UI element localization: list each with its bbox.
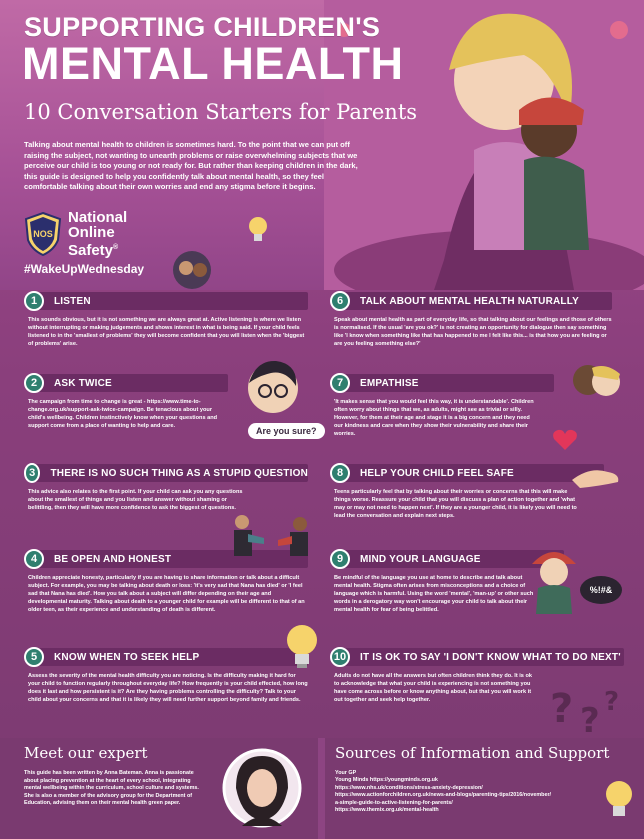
tip-body: This advice also relates to the first point. If your child can ask you any questions about the smallest of things and you listen and answer without shaming or belittling, then they will have more confidence to ask the biggest of questions. xyxy=(28,489,243,511)
tip-number: 5 xyxy=(24,647,44,667)
source-item[interactable]: https://www.themix.org.uk/mental-health xyxy=(335,807,439,814)
tip-header xyxy=(28,464,308,482)
tip-number: 2 xyxy=(24,373,44,393)
tip-number: 6 xyxy=(330,291,350,311)
tip-body: Teens particularly feel that by talking about their worries or concerns that this will make things worse. Reassure your child that you will discuss a plan of action together and 'what may or may not need to happen next'. If they are a younger child, it is likely you will need to lead the conversation and explain next steps. xyxy=(334,489,577,519)
shield-icon xyxy=(24,212,62,256)
intro-text: Talking about mental health to children is sometimes hard. To the point that we can put off raising the subject, not wanting to unearth problems or raise overwhelming subjects that we perceive our child is too young or not ready for. But rather than keeping children in the dark, this guide is designed to help you confidently talk about mental health, so they feel comfortable talking about their own worries and end any stigma before it begins. xyxy=(24,140,358,192)
tip-body: Children appreciate honesty, particularly if you are having to share information or talk about a difficult subject. For example, you may be talking about death or loss: 'it's very sad that Nana has died' or 'I feel sad that Nana has died'. How you talk about a subject will differ depending on their age and developmental maturity. Talking about death to a younger child for example will be different to that of an older teen, as their experience and understanding of death is different. xyxy=(28,575,305,613)
tip-title: MIND YOUR LANGUAGE xyxy=(360,553,481,565)
tip-number: 10 xyxy=(330,647,350,667)
tip-header xyxy=(334,292,612,310)
child-with-glasses-illustration xyxy=(246,358,300,420)
tip-number: 1 xyxy=(24,291,44,311)
title-line-2: MENTAL HEALTH xyxy=(22,38,404,89)
tip-body: Be mindful of the language you use at home to describe and talk about mental health. Stigma often arises from misconceptions and a choice of language which is harmful. Using the word 'mental', 'man-up' or other such words in a derogatory way won't encourage your child to talk about their mental health for fear of being belittled. xyxy=(334,575,534,613)
svg-text:?: ? xyxy=(550,686,574,732)
tip-header xyxy=(28,648,308,666)
lightbulb-icon xyxy=(245,215,271,245)
tip-title: TALK ABOUT MENTAL HEALTH NATURALLY xyxy=(360,295,580,307)
title-line-1: SUPPORTING CHILDREN'S xyxy=(24,12,381,42)
child-in-hat-illustration xyxy=(526,540,582,614)
heart-icon xyxy=(552,428,578,452)
tip-body: Assess the severity of the mental health difficulty you are noticing. Is the difficulty making it hard for your child to function regularly throughout everyday life? How frequently is your child effected, how long does it last and how persistent is it? Are they having problems controlling the difficulty? Talk to your child about your concerns and that it is likely they will need further support beyond family and friends. xyxy=(28,673,308,703)
tip-title: LISTEN xyxy=(54,295,91,307)
tip-title: EMPATHISE xyxy=(360,377,419,389)
tip-body: Speak about mental health as part of everyday life, so that talking about our feelings and those of others is normalised. If the usual 'are you ok?' is not creating an opportunity for dialogue then say something like 'I know when something like that has happened to me I felt like this... is that how you are feeling or are you feeling something else?' xyxy=(334,317,612,347)
speech-bubble: Are you sure? xyxy=(248,423,325,439)
tip-title: KNOW WHEN TO SEEK HELP xyxy=(54,651,200,663)
tip-header xyxy=(334,464,604,482)
brand-name-line-1: National xyxy=(68,209,128,226)
brand-name-line-2: Online xyxy=(68,224,115,241)
tip-number: 4 xyxy=(24,549,44,569)
tip-header xyxy=(334,374,554,392)
subtitle: 10 Conversation Starters for Parents xyxy=(24,100,418,124)
source-item[interactable]: https://www.nhs.uk/conditions/stress-anxiety-depression/ xyxy=(335,784,483,791)
tip-body: Adults do not have all the answers but often children think they do. It is ok to acknowledge that what your child is experiencing is not something you have come across before or know anything about, but that you will work it out together and seek help together. xyxy=(334,673,532,703)
source-item[interactable]: Young Minds https://youngminds.org.uk xyxy=(335,777,438,784)
tip-card xyxy=(334,464,604,520)
tip-card xyxy=(334,374,554,438)
tip-header xyxy=(334,648,624,666)
brand-name-line-3: Safety® xyxy=(68,242,119,259)
tip-number: 3 xyxy=(24,463,40,483)
footer-divider xyxy=(318,738,325,839)
tip-body: The campaign from time to change is great - https://www.time-to-change.org.uk/support-ask-twice-campaign. Be tenacious about your child's wellbeing. Children instinctively know when your questions and support come from a place of wanting to help and care. xyxy=(28,399,218,429)
tip-body: This sounds obvious, but it is not something we are always great at. Active listening is where we listen without interrupting or making judgements and shows interest in what is being said. If your child feels listened to in the 'smallest of problems' they will become confident that you will listen when the 'biggest of problems' arise. xyxy=(28,317,305,347)
talking-children-illustration xyxy=(170,250,215,290)
tip-number: 9 xyxy=(330,549,350,569)
tip-title: HELP YOUR CHILD FEEL SAFE xyxy=(360,467,514,479)
tip-title: BE OPEN AND HONEST xyxy=(54,553,172,565)
tip-card xyxy=(28,464,308,512)
hashtag: #WakeUpWednesday xyxy=(24,262,145,276)
tip-title: THERE IS NO SUCH THING AS A STUPID QUESTION xyxy=(50,467,308,479)
source-item: Your GP xyxy=(335,770,357,776)
tip-title: IT IS OK TO SAY 'I DON'T KNOW WHAT TO DO NEXT' xyxy=(360,651,621,663)
tip-card xyxy=(28,648,308,704)
tip-number: 7 xyxy=(330,373,350,393)
expert-title: Meet our expert xyxy=(24,744,148,762)
expert-text: This guide has been written by Anna Bateman. Anna is passionate about placing prevention at the heart of every school, integrating mental wellbeing within the curriculum, school culture and systems. She is also a member of the advisory group for the Department of Education, advising them on their mental health green paper. xyxy=(24,770,199,807)
sources-list xyxy=(335,770,634,814)
tip-card xyxy=(334,292,612,348)
sources-title: Sources of Information and Support xyxy=(335,744,610,762)
conversation-chairs-illustration xyxy=(228,508,316,562)
expert-section xyxy=(0,738,318,839)
question-mark-icon xyxy=(540,680,630,738)
svg-text:?: ? xyxy=(604,687,620,717)
expert-photo xyxy=(222,748,302,828)
tip-body: 'It makes sense that you would feel this way, it is understandable'. Children often worry about things that we, as adults, might see as trivial or silly. However, for them at their age and stage it is a big concern and they need our kindness and care when they show their vulnerability and share their worries. xyxy=(334,399,534,437)
tip-header xyxy=(28,292,308,310)
grawlix-speech-bubble: %!#& xyxy=(580,576,622,604)
tip-number: 8 xyxy=(330,463,350,483)
hero-banner xyxy=(0,0,644,290)
sources-section xyxy=(325,738,644,839)
lightbulb-icon xyxy=(282,622,322,672)
source-item[interactable]: a-simple-guide-to-active-listening-for-parents/ xyxy=(335,799,453,806)
tip-title: ASK TWICE xyxy=(54,377,112,389)
tip-card xyxy=(28,292,308,348)
lightbulb-icon xyxy=(602,778,636,828)
source-item[interactable]: https://www.actionforchildren.org.uk/news-and-blogs/parenting-tips/2016/november/ xyxy=(335,792,552,799)
svg-text:NOS: NOS xyxy=(33,229,53,239)
tip-header xyxy=(28,374,228,392)
open-hand-illustration xyxy=(570,456,622,490)
svg-text:?: ? xyxy=(580,701,600,738)
hugging-children-illustration xyxy=(568,358,626,410)
tip-card xyxy=(28,374,228,430)
